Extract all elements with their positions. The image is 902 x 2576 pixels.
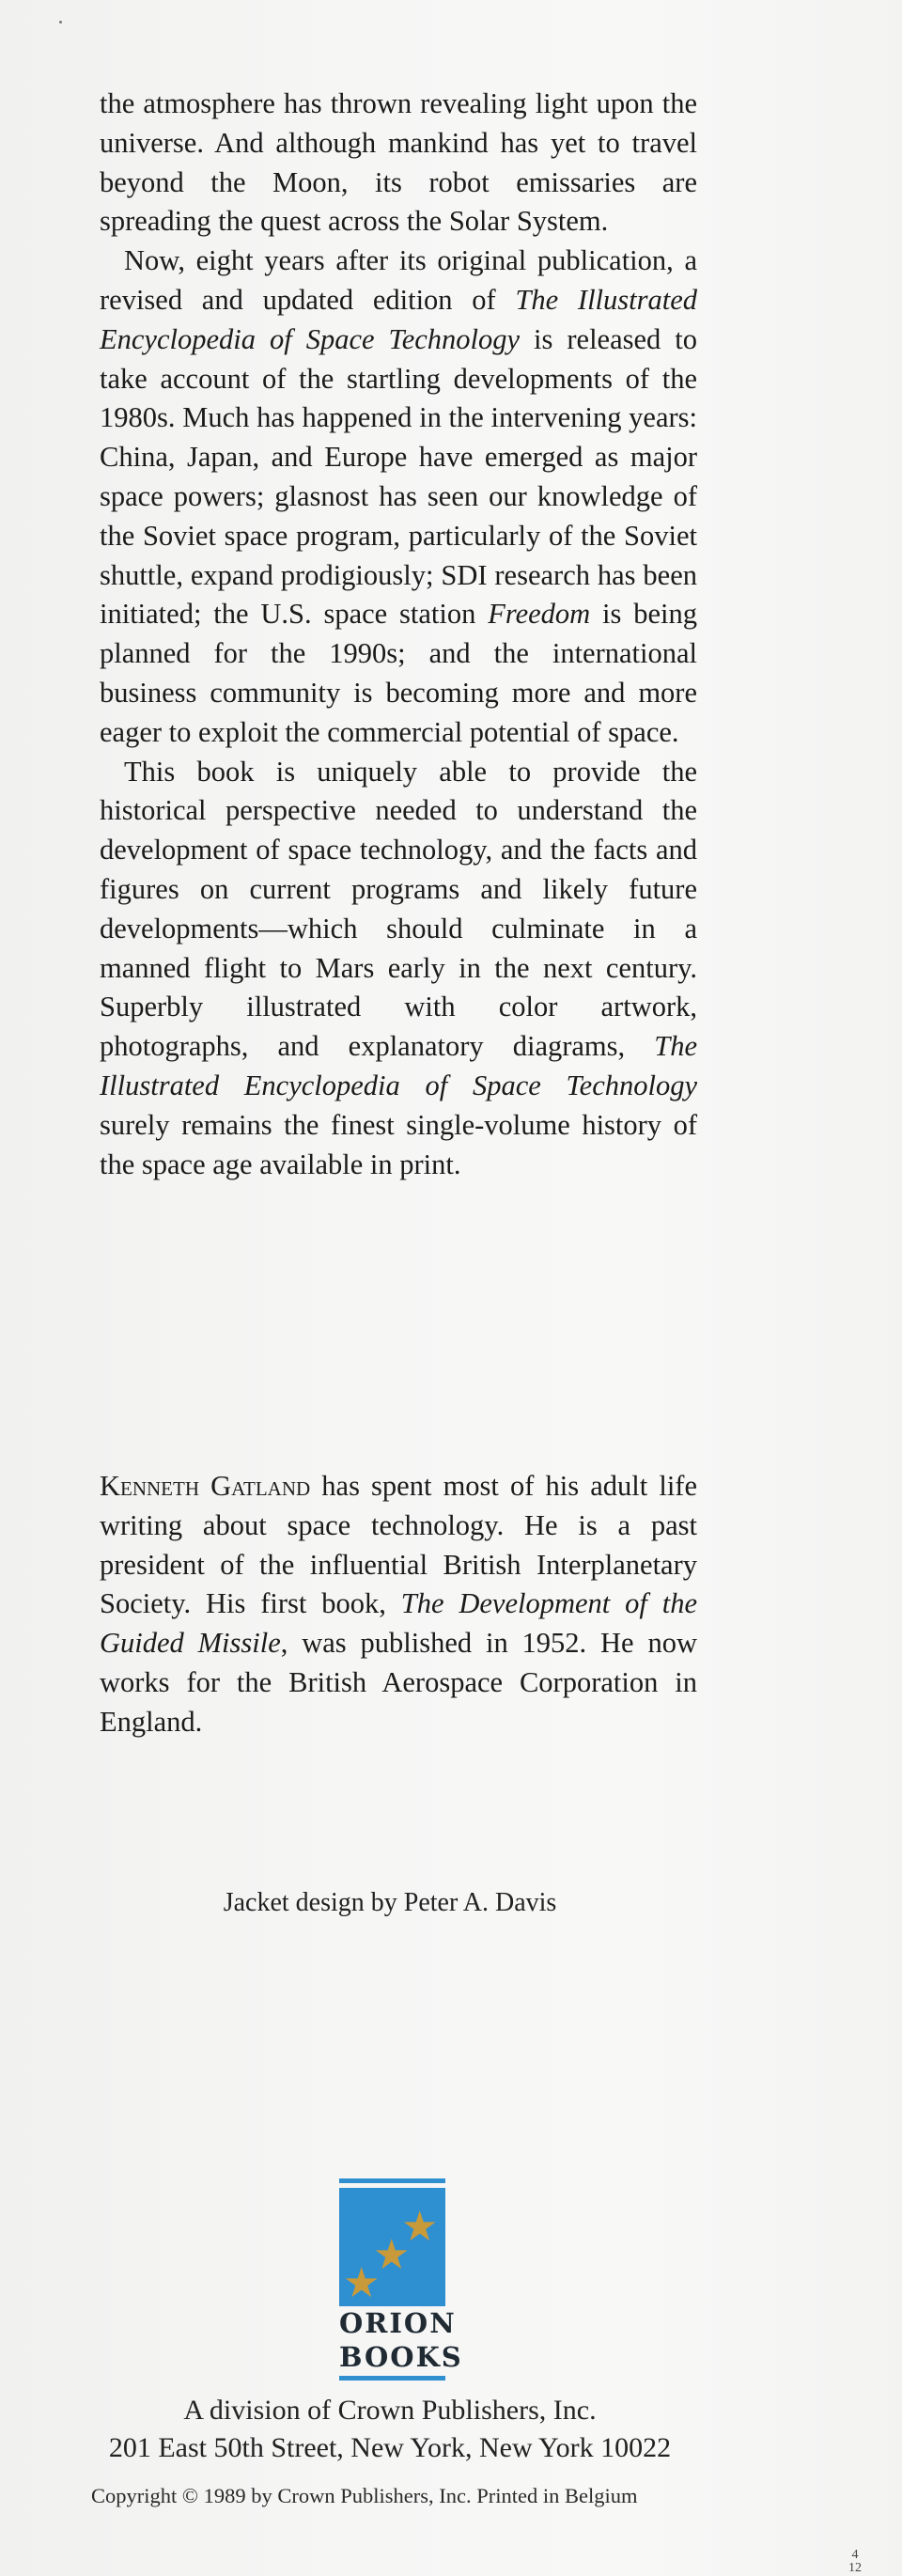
book-title: The Illustrated Encyclopedia of Space Technology [100,283,697,355]
publisher-division: A division of Crown Publishers, Inc. [183,2395,597,2426]
author-bio [100,1467,697,1742]
logo-bottom-stripe [339,2376,445,2381]
paragraph-2-text-a: Now, eight years after its original publication, a revised and updated edition of [100,244,697,316]
paragraph-3-text-a: This book is uniquely able to provide the historical perspective needed to understand the development of space technology, and the facts and figures on current programs and likely future developments—which should culminate in a manned flight to Mars early in the next century. Superbly illustrated with color artwork, photographs, and explanatory diagrams, [100,755,697,1063]
paragraph-2 [100,242,697,752]
paragraph-3 [100,753,697,1185]
price-code-bottom: 12 [848,2561,862,2575]
author-paragraph [100,1467,697,1742]
paragraph-2-text-b: is released to take account of the startling developments of the 1980s. Much has happened in the intervening years: China, Japan, and Europe have emerged as major space powers; glasnost has seen our knowledge of the Soviet space program, particularly of the Soviet shuttle, expand prodigiously; SDI research has been initiated; the U.S. space station [100,322,697,631]
paragraph-1 [100,85,697,242]
star-icon: ★ [373,2232,411,2278]
author-text-b: , was published in 1952. He now works for the British Aerospace Corporation in England. [100,1627,697,1738]
logo-top-stripe [339,2178,445,2183]
orion-books-logo [339,2178,463,2381]
paragraph-2-text-c: is being planned for the 1990s; and the international business community is becoming more and more eager to exploit the commercial potential of space. [100,598,697,748]
price-code [848,2549,862,2575]
flap-description [100,85,697,1184]
logo-star-panel [339,2188,445,2306]
station-name: Freedom [488,598,591,631]
speck [59,21,62,23]
logo-word-books: BOOKS [339,2341,463,2373]
star-icon: ★ [343,2260,381,2306]
book-title: The Illustrated Encyclopedia of Space Technology [100,1030,697,1101]
jacket-credit: Jacket design by Peter A. Davis [223,1888,557,1917]
copyright-line: Copyright © 1989 by Crown Publishers, Inc. Printed in Belgium [91,2484,638,2507]
paragraph-3-text-b: surely remains the finest single-volume history of the space age available in print. [100,1108,697,1180]
paragraph-1-text: the atmosphere has thrown revealing light upon the universe. And although mankind has yet to travel beyond the Moon, its robot emissaries are spreading the quest across the Solar System. [100,87,697,238]
publisher-address: 201 East 50th Street, New York, New York 10022 [108,2432,672,2463]
logo-word-orion: ORION [339,2307,457,2339]
star-icon: ★ [401,2204,439,2250]
price-code-top: 4 [851,2548,859,2562]
author-name: Kenneth Gatland [100,1470,311,1502]
author-text-a: has spent most of his adult life writing about space technology. He is a past president of the influential British Interplanetary Society. His first book, [100,1470,697,1620]
first-book-title: The Development of the Guided Missile [100,1587,697,1660]
